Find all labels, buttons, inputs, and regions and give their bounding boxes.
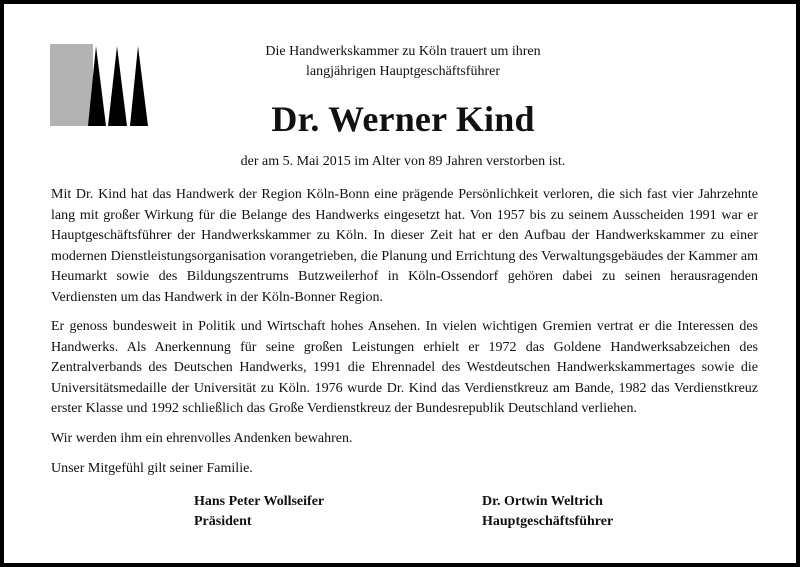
signatory-name: Hans Peter Wollseifer xyxy=(194,494,325,509)
paragraph-honors: Er genoss bundesweit in Politik und Wirtschaft hohes Ansehen. In vielen wichtigen Gremien vertrat er die Interessen des Handwerks. Als Anerkennung für seine großen Leistungen erhielt er 1972 das Goldene Handwerksabzeichen des Zentralverbands des Deutschen Handwerks, 1991 die Ehrennadel des Westdeutschen Handwerkskammertages sowie die Universitätsmedaille der Universität zu Köln. 1976 wurde Dr. Kind das Verdienstkreuz am Bande, 1982 das Verdienstkreuz erster Klasse und 1992 schließlich das Große Verdienstkreuz der Bundesrepublik Deutschland verliehen. xyxy=(51,319,758,416)
paragraph-condolence: Unser Mitgefühl gilt seiner Familie. xyxy=(51,461,253,476)
signature-left xyxy=(194,492,324,532)
handwerkskammer-logo-icon xyxy=(50,44,150,126)
deceased-name: Dr. Werner Kind xyxy=(271,99,535,139)
paragraph-career: Mit Dr. Kind hat das Handwerk der Region Köln-Bonn eine prägende Persönlichkeit verloren, die sich fast vier Jahrzehnte lang mit großer Wirkung für die Belange des Handwerks eingesetzt hat. Von 1957 bis zu seinem Ausscheiden 1991 war er Hauptgeschäftsführer der Handwerkskammer zu Köln. In dieser Zeit hat er den Aufbau der Handwerkskammer zu einer modernen Dienstleistungsorganisation vorangetrieben, die Planung und Errichtung des Verwaltungsgebäudes der Kammer am Heumarkt sowie des Bildungszentrums Butzweilerhof in Köln-Ossendorf gehören dabei zu seinen herausragenden Verdiensten um das Handwerk in der Köln-Bonner Region. xyxy=(51,187,758,305)
intro-line-2: langjährigen Hauptgeschäftsführer xyxy=(306,64,500,79)
signatory-title: Präsident xyxy=(194,514,252,529)
signature-right xyxy=(482,492,613,532)
paragraph-remembrance: Wir werden ihm ein ehrenvolles Andenken bewahren. xyxy=(51,430,353,446)
intro-line-1: Die Handwerkskammer zu Köln trauert um ihren xyxy=(265,44,541,59)
intro-text xyxy=(164,42,642,82)
signatory-name: Dr. Ortwin Weltrich xyxy=(482,494,603,509)
death-line: der am 5. Mai 2015 im Alter von 89 Jahren verstorben ist. xyxy=(240,154,566,169)
obituary-body xyxy=(51,185,758,490)
signatory-title: Hauptgeschäftsführer xyxy=(482,514,614,529)
